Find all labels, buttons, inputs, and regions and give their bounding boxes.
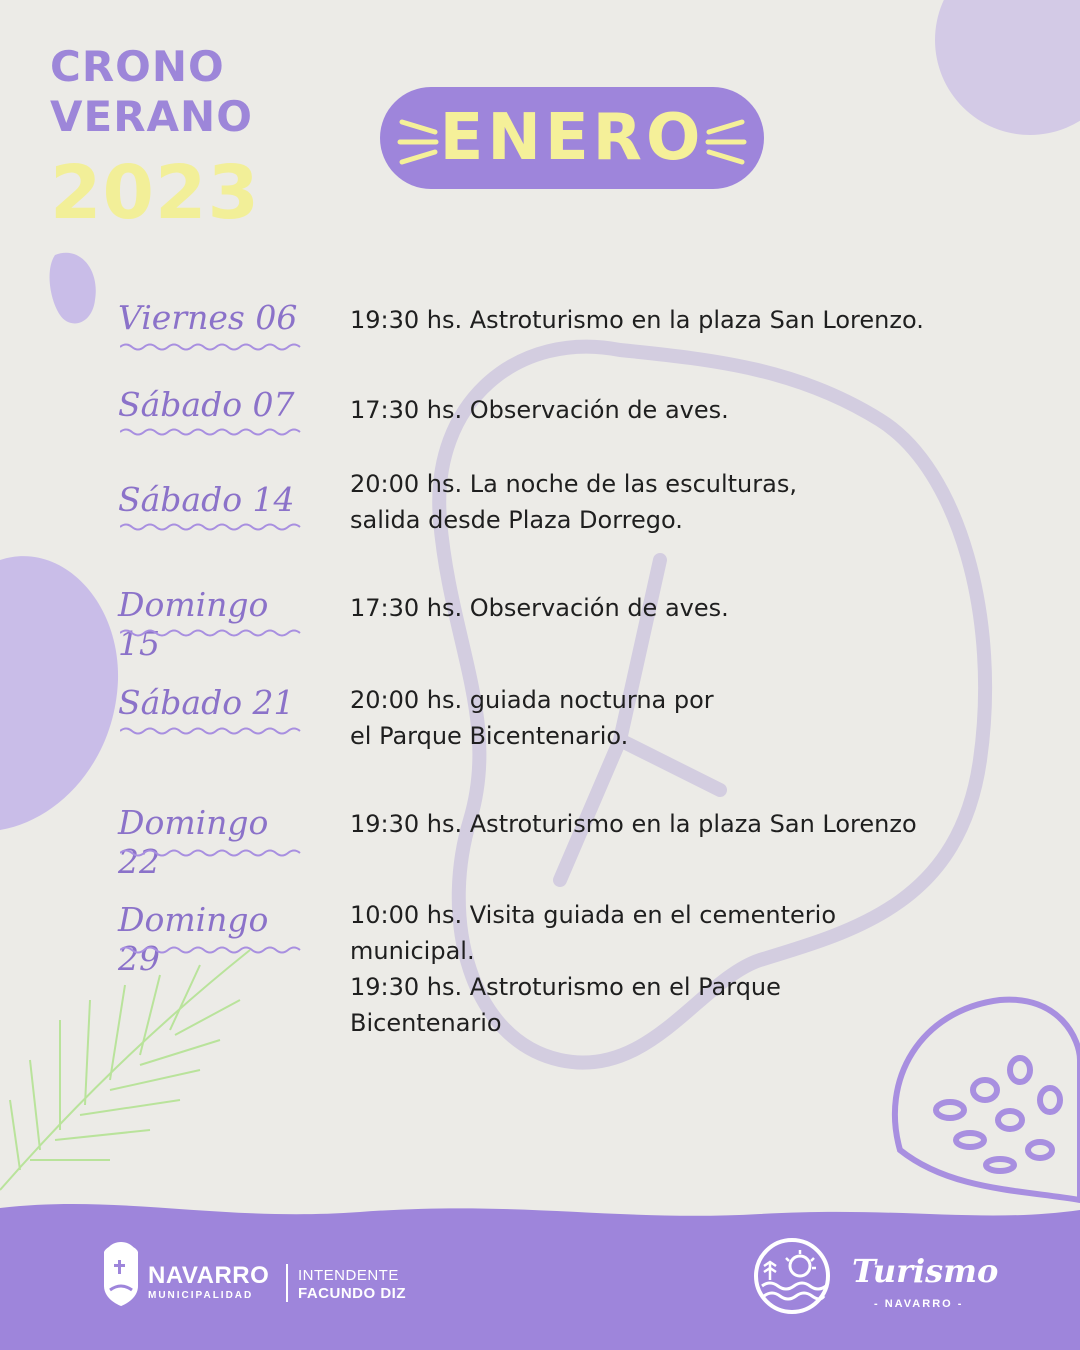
event-text: 17:30 hs. Observación de aves. (350, 594, 729, 622)
top-right-blob (935, 0, 1080, 135)
wavy-underline (120, 342, 306, 352)
event-text: 10:00 hs. Visita guiada en el cementerio municipal. 19:30 hs. Astroturismo en el Parque Bicentenario (350, 901, 837, 1037)
tourism-title: Turismo (852, 1252, 999, 1290)
event-day: Domingo 22 (118, 803, 269, 881)
event-text: 19:30 hs. Astroturismo en la plaza San Lorenzo. (350, 306, 924, 334)
event-day: Domingo 29 (118, 900, 269, 978)
header-year: 2023 (50, 150, 260, 236)
header-verano: VERANO (50, 92, 253, 141)
event-text: 19:30 hs. Astroturismo en la plaza San Lorenzo (350, 810, 917, 838)
month-title: ENERO (439, 101, 705, 175)
event-text: 20:00 hs. guiada nocturna por el Parque Bicentenario. (350, 686, 714, 750)
event-day: Viernes 06 (118, 298, 298, 337)
month-badge (380, 87, 764, 189)
municipality-shield-icon (98, 1238, 144, 1308)
event-text: 20:00 hs. La noche de las esculturas, salida desde Plaza Dorrego. (350, 470, 797, 534)
small-blob (50, 253, 96, 324)
brand-sub: MUNICIPALIDAD (148, 1290, 254, 1301)
divider (286, 1264, 288, 1302)
event-day: Sábado 14 (118, 480, 295, 519)
palm-leaf (0, 950, 250, 1190)
event-day: Domingo 15 (118, 585, 269, 663)
wavy-underline (120, 945, 306, 955)
wavy-underline (120, 427, 306, 437)
event-day: Sábado 21 (118, 683, 295, 722)
left-blob (0, 556, 118, 830)
wavy-underline (120, 848, 306, 858)
tourism-sub: - NAVARRO - (874, 1298, 964, 1310)
header-crono: CRONO (50, 42, 225, 91)
wavy-underline (120, 726, 306, 736)
event-day: Sábado 07 (118, 385, 295, 424)
event-text: 17:30 hs. Observación de aves. (350, 396, 729, 424)
role-label: INTENDENTE (298, 1267, 399, 1284)
person-name: FACUNDO DIZ (298, 1285, 406, 1302)
wavy-underline (120, 522, 306, 532)
tourism-logo-icon (748, 1236, 836, 1316)
brand-name: NAVARRO (148, 1262, 270, 1289)
wavy-underline (120, 628, 306, 638)
